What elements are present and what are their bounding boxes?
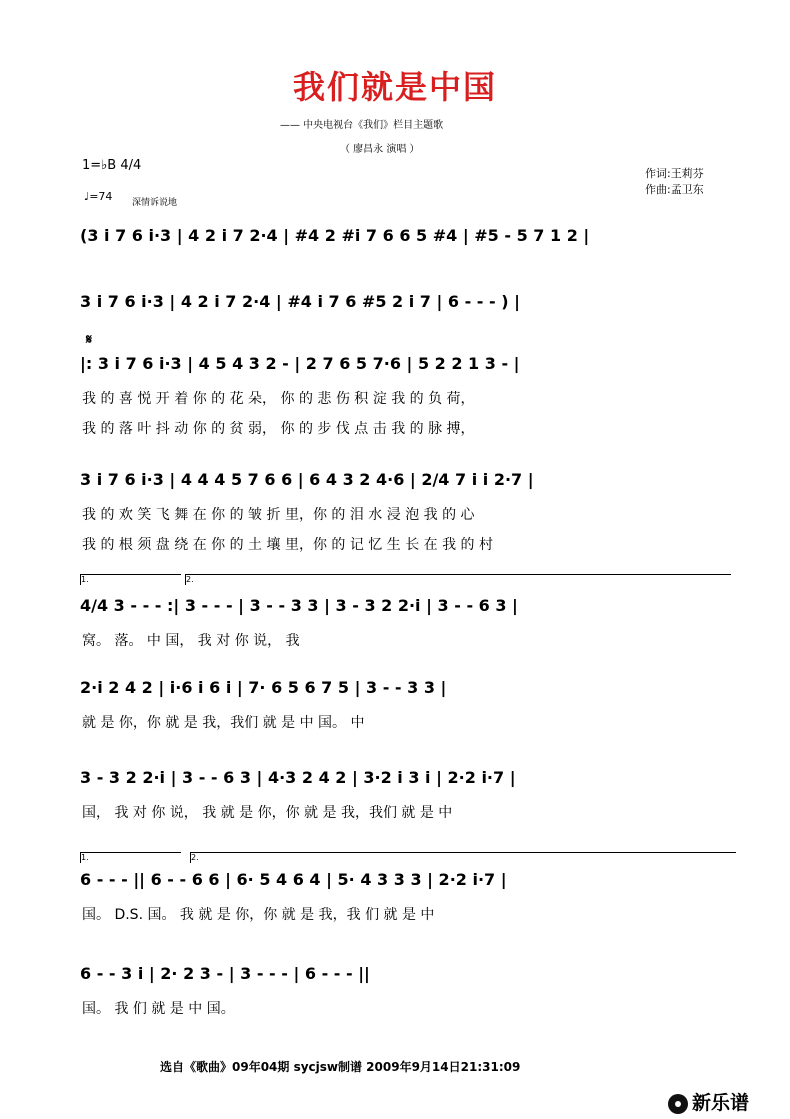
lyric-line: 我 的 欢 笑 飞 舞 在 你 的 皱 折 里，你 的 泪 水 浸 泡 我 的 心 <box>82 507 475 523</box>
footer-source: 选自《歌曲》09年04期 sycjsw制谱 2009年9月14日21:31:09 <box>160 1060 521 1074</box>
lyric-line: 就 是 你，你 就 是 我，我们 就 是 中 国。 中 <box>82 715 365 731</box>
site-logo <box>668 1088 749 1115</box>
notation-row: 2·i 2 4 2 | i·6 i 6 i | 7· 6 5 6 7 5 | 3 - - 3 3 | <box>80 678 447 697</box>
notation-row: |: 3 i 7 6 i·3 | 4 5 4 3 2 - | 2 7 6 5 7·6 | 5 2 2 1 3 - | <box>80 354 520 373</box>
notation-row: 6 - - - || 6 - - 6 6 | 6· 5 4 6 4 | 5· 4 3 3 3 | 2·2 i·7 | <box>80 870 507 889</box>
lyric-line: 国。 D.S. 国。 我 就 是 你，你 就 是 我，我 们 就 是 中 <box>82 907 435 923</box>
lyric-line: 国。 我 们 就 是 中 国。 <box>82 1001 235 1017</box>
notation-row: (3 i 7 6 i·3 | 4 2 i 7 2·4 | #4 2 #i 7 6 6 5 #4 | #5 - 5 7 1 2 | <box>80 226 590 245</box>
lyric-line: 我 的 喜 悦 开 着 你 的 花 朵， 你 的 悲 伤 积 淀 我 的 负 荷， <box>82 391 475 407</box>
notation-row: 3 i 7 6 i·3 | 4 4 4 5 7 6 6 | 6 4 3 2 4·6 | 2/4 7 i i 2·7 | <box>80 470 534 489</box>
lyric-line: 我 的 落 叶 抖 动 你 的 贫 弱， 你 的 步 伐 点 击 我 的 脉 搏， <box>82 421 475 437</box>
key-signature: 1=♭B 4/4 <box>82 158 142 173</box>
notation-row: 3 i 7 6 i·3 | 4 2 i 7 2·4 | #4 i 7 6 #5 2 i 7 | 6 - - - ) | <box>80 292 520 311</box>
singer: （ 廖昌永 演唱 ） <box>340 144 420 155</box>
lyricist: 作词:王莉芬 <box>645 167 704 180</box>
lyric-line: 我 的 根 须 盘 绕 在 你 的 土 壤 里，你 的 记 忆 生 长 在 我 的 村 <box>82 537 494 553</box>
volta-bracket: 1. <box>80 852 181 863</box>
notation-row: 4/4 3 - - - :| 3 - - - | 3 - - 3 3 | 3 - 3 2 2·i | 3 - - 6 3 | <box>80 596 518 615</box>
volta-bracket: 1. <box>80 574 181 585</box>
notation-row: 3 - 3 2 2·i | 3 - - 6 3 | 4·3 2 4 2 | 3·2 i 3 i | 2·2 i·7 | <box>80 768 516 787</box>
composer: 作曲:孟卫东 <box>645 183 704 196</box>
subtitle: —— 中央电视台《我们》栏目主题歌 <box>280 120 444 131</box>
notation-row: 6 - - 3 i | 2· 2 3 - | 3 - - - | 6 - - - || <box>80 964 370 983</box>
credits <box>645 166 704 198</box>
page-title: 我们就是中国 <box>292 68 497 106</box>
lyric-line: 窝。 落。 中 国， 我 对 你 说， 我 <box>82 633 300 649</box>
segno-sign: 𝄋 <box>86 332 93 348</box>
record-icon <box>668 1094 688 1114</box>
volta-bracket: 2. <box>190 852 736 863</box>
logo-text: 新乐谱 <box>692 1092 750 1114</box>
expression-mark: 深情诉说地 <box>132 198 178 208</box>
volta-bracket: 2. <box>185 574 731 585</box>
lyric-line: 国， 我 对 你 说， 我 就 是 你，你 就 是 我，我们 就 是 中 <box>82 805 453 821</box>
tempo: ♩=74 <box>84 190 113 203</box>
